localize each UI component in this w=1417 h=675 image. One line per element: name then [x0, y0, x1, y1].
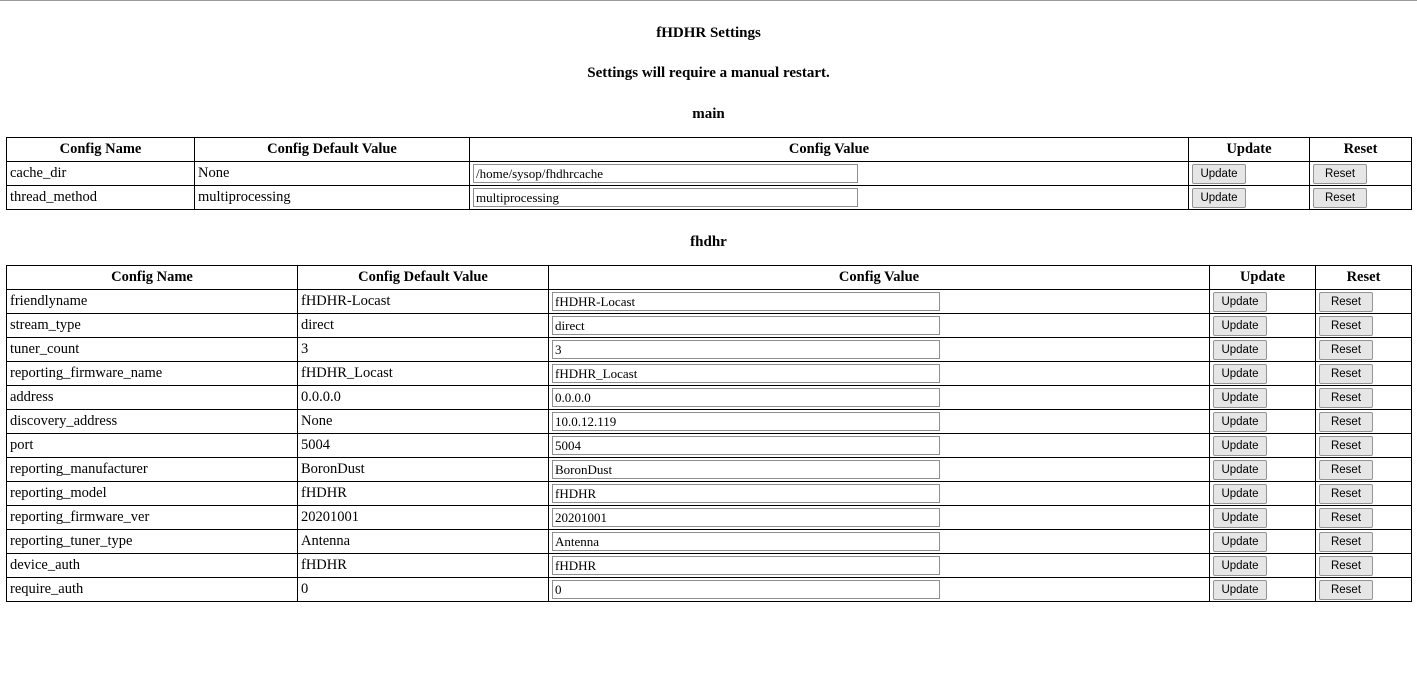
- reset-button[interactable]: Reset: [1319, 340, 1373, 360]
- config-value-cell: [549, 434, 1210, 458]
- config-default-value-cell: 20201001: [298, 506, 549, 530]
- reset-button[interactable]: Reset: [1319, 292, 1373, 312]
- update-cell: [1210, 434, 1316, 458]
- config-default-value-cell: fHDHR: [298, 482, 549, 506]
- reset-cell: [1316, 290, 1412, 314]
- config-value-input[interactable]: [473, 164, 858, 183]
- reset-cell: [1316, 362, 1412, 386]
- reset-cell: [1316, 578, 1412, 602]
- table-row: [7, 434, 1412, 458]
- config-name-cell: device_auth: [7, 554, 298, 578]
- config-name-cell: friendlyname: [7, 290, 298, 314]
- column-header-update: Update: [1210, 266, 1316, 290]
- reset-button[interactable]: Reset: [1319, 484, 1373, 504]
- config-value-cell: [470, 186, 1189, 210]
- table-header-row: [7, 266, 1412, 290]
- table-row: [7, 506, 1412, 530]
- update-cell: [1210, 554, 1316, 578]
- table-row: [7, 482, 1412, 506]
- config-value-input[interactable]: [552, 316, 940, 335]
- column-header-config-value: Config Value: [549, 266, 1210, 290]
- column-header-update: Update: [1189, 138, 1310, 162]
- config-value-cell: [549, 338, 1210, 362]
- config-name-cell: port: [7, 434, 298, 458]
- config-value-cell: [549, 506, 1210, 530]
- reset-cell: [1310, 186, 1412, 210]
- config-name-cell: require_auth: [7, 578, 298, 602]
- update-cell: [1189, 162, 1310, 186]
- config-default-value-cell: None: [298, 410, 549, 434]
- update-cell: [1210, 578, 1316, 602]
- config-name-cell: cache_dir: [7, 162, 195, 186]
- config-name-cell: thread_method: [7, 186, 195, 210]
- table-row: [7, 162, 1412, 186]
- update-button[interactable]: Update: [1213, 340, 1267, 360]
- update-button[interactable]: Update: [1213, 460, 1267, 480]
- config-default-value-cell: fHDHR_Locast: [298, 362, 549, 386]
- config-default-value-cell: Antenna: [298, 530, 549, 554]
- update-button[interactable]: Update: [1213, 316, 1267, 336]
- config-value-cell: [549, 458, 1210, 482]
- config-value-input[interactable]: [552, 484, 940, 503]
- reset-button[interactable]: Reset: [1313, 188, 1367, 208]
- update-cell: [1210, 338, 1316, 362]
- config-value-cell: [549, 386, 1210, 410]
- config-default-value-cell: 0.0.0.0: [298, 386, 549, 410]
- config-name-cell: stream_type: [7, 314, 298, 338]
- config-value-cell: [549, 314, 1210, 338]
- update-button[interactable]: Update: [1213, 292, 1267, 312]
- reset-cell: [1316, 338, 1412, 362]
- reset-button[interactable]: Reset: [1319, 580, 1373, 600]
- column-header-reset: Reset: [1310, 138, 1412, 162]
- config-value-input[interactable]: [473, 188, 858, 207]
- update-cell: [1210, 314, 1316, 338]
- reset-button[interactable]: Reset: [1319, 436, 1373, 456]
- update-button[interactable]: Update: [1213, 532, 1267, 552]
- config-value-cell: [549, 482, 1210, 506]
- page-title: fHDHR Settings: [656, 25, 761, 41]
- table-row: [7, 458, 1412, 482]
- config-value-cell: [549, 362, 1210, 386]
- table-row: [7, 290, 1412, 314]
- update-cell: [1210, 362, 1316, 386]
- reset-cell: [1316, 434, 1412, 458]
- config-value-cell: [549, 530, 1210, 554]
- reset-cell: [1316, 554, 1412, 578]
- table-row: [7, 578, 1412, 602]
- update-cell: [1210, 482, 1316, 506]
- config-default-value-cell: 3: [298, 338, 549, 362]
- table-row: [7, 338, 1412, 362]
- config-value-cell: [470, 162, 1189, 186]
- config-value-input[interactable]: [552, 412, 940, 431]
- column-header-config-name: Config Name: [7, 266, 298, 290]
- update-button[interactable]: Update: [1192, 188, 1246, 208]
- config-default-value-cell: 0: [298, 578, 549, 602]
- reset-cell: [1316, 386, 1412, 410]
- page-subtitle: Settings will require a manual restart.: [587, 65, 830, 81]
- section-heading-main: main: [692, 106, 725, 122]
- reset-button[interactable]: Reset: [1319, 388, 1373, 408]
- update-cell: [1210, 290, 1316, 314]
- config-name-cell: reporting_tuner_type: [7, 530, 298, 554]
- column-header-config-name: Config Name: [7, 138, 195, 162]
- reset-button[interactable]: Reset: [1319, 412, 1373, 432]
- config-value-cell: [549, 554, 1210, 578]
- reset-cell: [1310, 162, 1412, 186]
- config-value-input[interactable]: [552, 388, 940, 407]
- table-row: [7, 362, 1412, 386]
- config-name-cell: discovery_address: [7, 410, 298, 434]
- config-value-input[interactable]: [552, 556, 940, 575]
- config-name-cell: reporting_firmware_ver: [7, 506, 298, 530]
- table-header-row: [7, 138, 1412, 162]
- update-button[interactable]: Update: [1213, 436, 1267, 456]
- config-name-cell: address: [7, 386, 298, 410]
- config-value-input[interactable]: [552, 436, 940, 455]
- table-row: [7, 530, 1412, 554]
- reset-cell: [1316, 482, 1412, 506]
- table-row: [7, 386, 1412, 410]
- update-cell: [1210, 458, 1316, 482]
- update-button[interactable]: Update: [1213, 484, 1267, 504]
- config-value-cell: [549, 290, 1210, 314]
- config-value-cell: [549, 578, 1210, 602]
- reset-button[interactable]: Reset: [1313, 164, 1367, 184]
- settings-table-fhdhr: [6, 265, 1412, 602]
- reset-button[interactable]: Reset: [1319, 316, 1373, 336]
- config-name-cell: tuner_count: [7, 338, 298, 362]
- config-value-input[interactable]: [552, 580, 940, 599]
- update-button[interactable]: Update: [1213, 580, 1267, 600]
- update-cell: [1210, 410, 1316, 434]
- update-cell: [1210, 386, 1316, 410]
- config-value-input[interactable]: [552, 364, 940, 383]
- table-row: [7, 314, 1412, 338]
- reset-button[interactable]: Reset: [1319, 508, 1373, 528]
- reset-cell: [1316, 314, 1412, 338]
- reset-cell: [1316, 458, 1412, 482]
- update-button[interactable]: Update: [1192, 164, 1246, 184]
- update-cell: [1189, 186, 1310, 210]
- config-default-value-cell: fHDHR-Locast: [298, 290, 549, 314]
- update-cell: [1210, 530, 1316, 554]
- table-row: [7, 186, 1412, 210]
- reset-cell: [1316, 530, 1412, 554]
- config-value-input[interactable]: [552, 532, 940, 551]
- reset-button[interactable]: Reset: [1319, 460, 1373, 480]
- table-row: [7, 554, 1412, 578]
- table-row: [7, 410, 1412, 434]
- settings-table-main: [6, 137, 1412, 210]
- config-default-value-cell: multiprocessing: [195, 186, 470, 210]
- reset-button[interactable]: Reset: [1319, 364, 1373, 384]
- update-button[interactable]: Update: [1213, 364, 1267, 384]
- config-name-cell: reporting_model: [7, 482, 298, 506]
- column-header-reset: Reset: [1316, 266, 1412, 290]
- update-cell: [1210, 506, 1316, 530]
- config-name-cell: reporting_firmware_name: [7, 362, 298, 386]
- config-default-value-cell: 5004: [298, 434, 549, 458]
- section-heading-fhdhr: fhdhr: [690, 234, 727, 250]
- config-value-input[interactable]: [552, 340, 940, 359]
- reset-cell: [1316, 410, 1412, 434]
- config-default-value-cell: direct: [298, 314, 549, 338]
- update-button[interactable]: Update: [1213, 508, 1267, 528]
- config-value-input[interactable]: [552, 508, 940, 527]
- column-header-config-default-value: Config Default Value: [298, 266, 549, 290]
- config-default-value-cell: BoronDust: [298, 458, 549, 482]
- settings-page: [0, 1, 1417, 602]
- reset-cell: [1316, 506, 1412, 530]
- config-name-cell: reporting_manufacturer: [7, 458, 298, 482]
- column-header-config-default-value: Config Default Value: [195, 138, 470, 162]
- update-button[interactable]: Update: [1213, 556, 1267, 576]
- config-value-input[interactable]: [552, 292, 940, 311]
- update-button[interactable]: Update: [1213, 388, 1267, 408]
- reset-button[interactable]: Reset: [1319, 532, 1373, 552]
- config-value-input[interactable]: [552, 460, 940, 479]
- config-value-cell: [549, 410, 1210, 434]
- config-default-value-cell: None: [195, 162, 470, 186]
- config-default-value-cell: fHDHR: [298, 554, 549, 578]
- column-header-config-value: Config Value: [470, 138, 1189, 162]
- reset-button[interactable]: Reset: [1319, 556, 1373, 576]
- update-button[interactable]: Update: [1213, 412, 1267, 432]
